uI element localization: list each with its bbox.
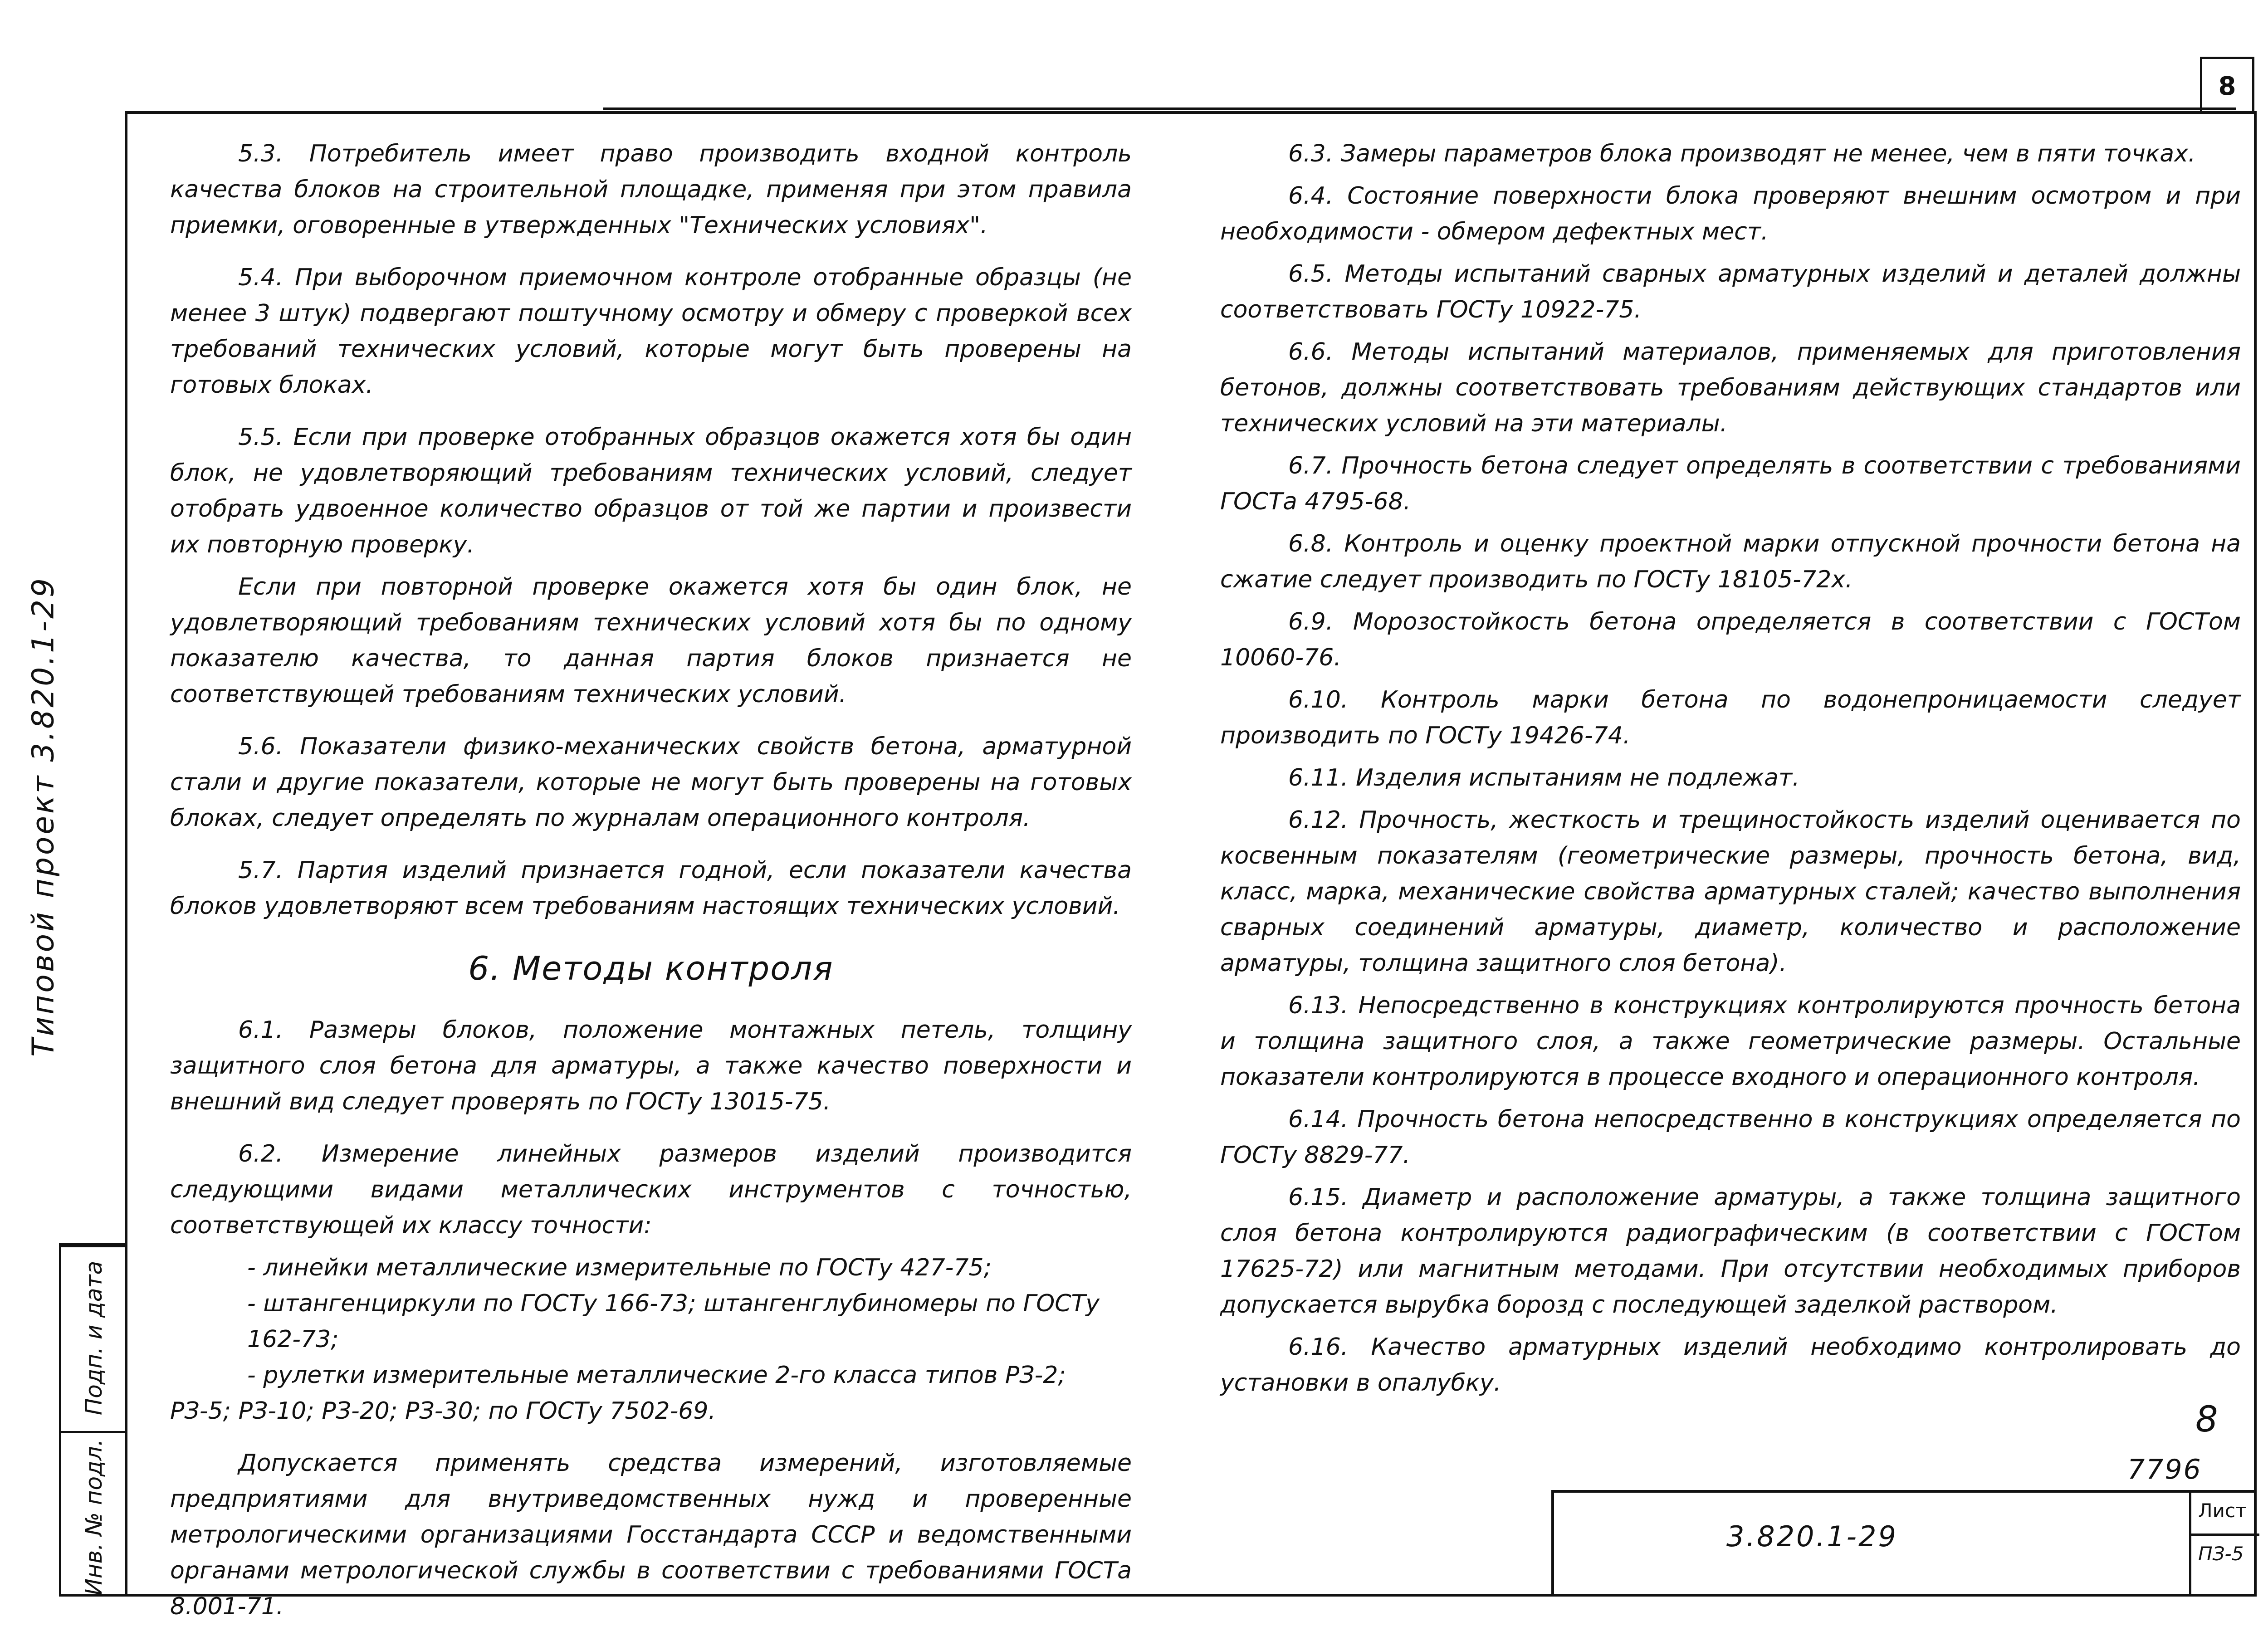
paragraph-6-15: 6.15. Диаметр и расположение арматуры, а также толщина защитного слоя бетона контролируются радиографическим (в соответствии с ГОСТом 17625-72) или магнитным методами. При отсутствии необходимых приборов допускается вырубка борозд с последующей заделкой раствором. bbox=[1220, 1184, 2241, 1319]
stamp-label-signature: Подп. и дата bbox=[81, 1260, 107, 1416]
paragraph-6-13: 6.13. Непосредственно в конструкциях контролируются прочность бетона и толщина защитного слоя, а также геометрические размеры. Остальные показатели контролируются в процессе входного и операционного контроля. bbox=[1220, 992, 2241, 1091]
list-item: - рулетки измерительные металлические 2-го класса типов РЗ-2; РЗ-5; РЗ-10; РЗ-20; РЗ-30; по ГОСТу 7502-69. bbox=[170, 1362, 1066, 1425]
top-border-line bbox=[603, 107, 2236, 110]
paragraph-6-8: 6.8. Контроль и оценку проектной марки отпускной прочности бетона на сжатие следует производить по ГОСТу 18105-72х. bbox=[1220, 530, 2241, 593]
paragraph-6-10: 6.10. Контроль марки бетона по водонепроницаемости следует производить по ГОСТу 19426-74. bbox=[1220, 686, 2241, 749]
paragraph-6-7: 6.7. Прочность бетона следует определять в соответствии с требованиями ГОСТа 4795-68. bbox=[1220, 452, 2241, 515]
paragraph-5-6: 5.6. Показатели физико-механических свойств бетона, арматурной стали и другие показатели, которые не могут быть проверены на готовых блоках, следует определять по журналам операционного контроля. bbox=[170, 733, 1132, 832]
paragraph-6-1: 6.1. Размеры блоков, положение монтажных петель, толщину защитного слоя бетона для арматуры, а также качество поверхности и внешний вид следует проверять по ГОСТу 13015-75. bbox=[170, 1016, 1132, 1115]
title-block bbox=[1551, 1490, 2257, 1597]
paragraph-6-14: 6.14. Прочность бетона непосредственно в конструкциях определяется по ГОСТу 8829-77. bbox=[1220, 1106, 2241, 1169]
title-block-divider bbox=[2189, 1534, 2259, 1536]
sheet-label: Лист bbox=[2198, 1499, 2247, 1522]
right-column bbox=[1220, 136, 2241, 1407]
stamp-box bbox=[59, 1243, 125, 1597]
handwritten-mark: 8 bbox=[2195, 1399, 2218, 1440]
list-item: - линейки металлические измерительные по ГОСТу 427-75; bbox=[247, 1254, 992, 1281]
paragraph-allowance: Допускается применять средства измерений, изготовляемые предприятиями для внутриведомственных нужд и проверенные метрологическими организациями Госстандарта СССР и ведомственными органами метрологической службы в соответствии с требованиями ГОСТа 8.001-71. bbox=[170, 1450, 1132, 1620]
document-code: 3.820.1-29 bbox=[1726, 1520, 1898, 1553]
list-item: - штангенциркули по ГОСТу 166-73; штангенглубиномеры по ГОСТу 162-73; bbox=[247, 1290, 1100, 1353]
paragraph-5-3: 5.3. Потребитель имеет право производить входной контроль качества блоков на строительной площадке, применяя при этом правила приемки, оговоренные в утвержденных "Технических условиях". bbox=[170, 140, 1132, 239]
paragraph-5-4: 5.4. При выборочном приемочном контроле отобранные образцы (не менее 3 штук) подвергают поштучному осмотру и обмеру с проверкой всех требований технических условий, которые могут быть проверены на готовых блоках. bbox=[170, 264, 1132, 399]
paragraph-6-11: 6.11. Изделия испытаниям не подлежат. bbox=[1288, 764, 1800, 791]
page-number: 8 bbox=[2200, 57, 2254, 114]
paragraph-6-16: 6.16. Качество арматурных изделий необходимо контролировать до установки в опалубку. bbox=[1220, 1333, 2241, 1397]
paragraph-6-4: 6.4. Состояние поверхности блока проверяют внешним осмотром и при необходимости - обмером дефектных мест. bbox=[1220, 182, 2241, 245]
archive-number: 7796 bbox=[2127, 1454, 2202, 1485]
paragraph-6-12: 6.12. Прочность, жесткость и трещиностойкость изделий оценивается по косвенным показателям (геометрические размеры, прочность бетона, вид, класс, марка, механические свойства арматурных сталей; качество выполнения сварных соединений арматуры, диаметр, количество и расположение арматуры, толщина защитного слоя бетона). bbox=[1220, 806, 2241, 977]
paragraph-5-7: 5.7. Партия изделий признается годной, если показатели качества блоков удовлетворяют всем требованиям настоящих технических условий. bbox=[170, 857, 1132, 920]
paragraph-6-6: 6.6. Методы испытаний материалов, применяемых для приготовления бетонов, должны соответствовать требованиям действующих стандартов или технических условий на эти материалы. bbox=[1220, 338, 2241, 437]
paragraph-5-5: 5.5. Если при проверке отобранных образцов окажется хотя бы один блок, не удовлетворяющий требованиям технических условий, следует отобрать удвоенное количество образцов от той же партии и произвести их повторную проверку. bbox=[170, 424, 1132, 558]
left-column bbox=[170, 136, 1132, 1641]
sheet-number: ПЗ-5 bbox=[2198, 1543, 2244, 1565]
paragraph-6-2: 6.2. Измерение линейных размеров изделий производится следующими видами металлических инструментов с точностью, соответствующей их классу точности: bbox=[170, 1140, 1132, 1239]
paragraph-6-3: 6.3. Замеры параметров блока производят не менее, чем в пяти точках. bbox=[1288, 140, 2196, 167]
paragraph-6-9: 6.9. Морозостойкость бетона определяется в соответствии с ГОСТом 10060-76. bbox=[1220, 608, 2241, 671]
title-block-divider bbox=[2189, 1493, 2191, 1597]
paragraph-5-5-cont: Если при повторной проверке окажется хотя бы один блок, не удовлетворяющий требованиям технических условий хотя бы по одному показателю качества, то данная партия блоков признается не соответствующей требованиям технических условий. bbox=[170, 573, 1132, 708]
section-heading-6: 6. Методы контроля bbox=[468, 949, 834, 987]
side-title: Типовой проект 3.820.1-29 bbox=[25, 576, 61, 1057]
stamp-label-inventory: Инв. № подл. bbox=[81, 1439, 107, 1596]
paragraph-6-5: 6.5. Методы испытаний сварных арматурных изделий и деталей должны соответствовать ГОСТу 10922-75. bbox=[1220, 260, 2241, 323]
